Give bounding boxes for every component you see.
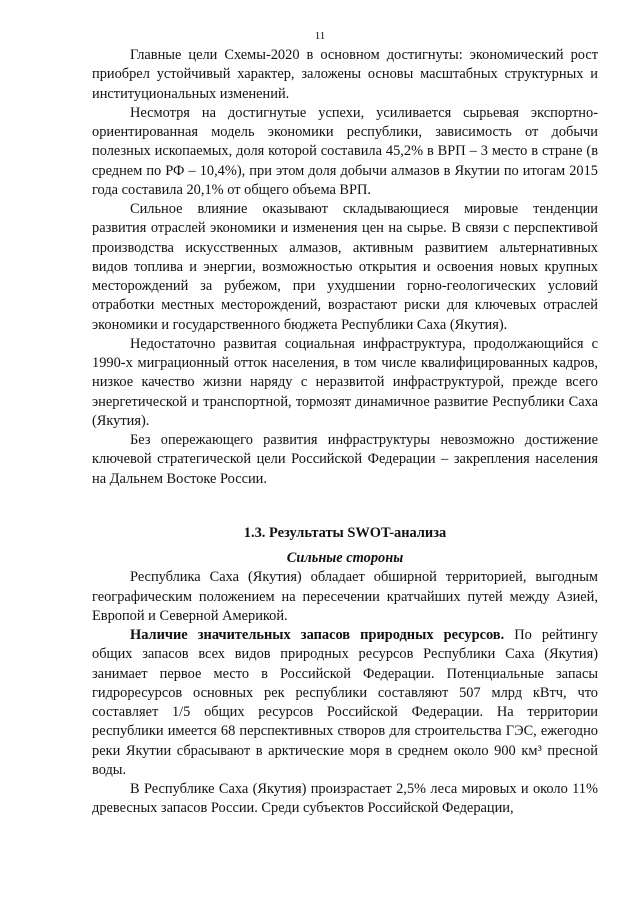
- paragraph-natural-resources: [92, 626, 598, 780]
- paragraph-goals: Главные цели Схемы-2020 в основном достигнуты: экономический рост приобрел устойчивый характер, заложены основы масштабных структурных и институциональных изменений.: [92, 47, 598, 102]
- paragraph-world-trends: Сильное влияние оказывают складывающиеся мировые тенденции развития отраслей экономики и изменения цен на сырье. В связи с перспективой производства искусственных алмазов, активным развитием альтернативных видов топлива и энергии, возможностью открытия и освоения новых крупных месторождений за рубежом, при ухудшении горно-геологических условий отработки местных месторождений, возрастают риски для ключевых отраслей экономики и государственного бюджета Республики Саха (Якутия).: [92, 201, 598, 333]
- paragraph-territory: Республика Саха (Якутия) обладает обширной территорией, выгодным географическим положением на пересечении кратчайших путей между Азией, Европой и Северной Америкой.: [92, 569, 598, 624]
- paragraph-forest: В Республике Саха (Якутия) произрастает 2,5% леса мировых и около 11% древесных запасов России. Среди субъектов Российской Федерации,: [92, 781, 598, 817]
- section-heading: 1.3. Результаты SWOT-анализа: [243, 524, 447, 541]
- page-number: 11: [314, 30, 326, 42]
- natural-resources-lead: Наличие значительных запасов природных ресурсов.: [130, 627, 505, 643]
- paragraph-infrastructure-development: Без опережающего развития инфраструктуры невозможно достижение ключевой стратегической цели Российской Федерации – закрепления населения на Дальнем Востоке России.: [92, 432, 598, 487]
- natural-resources-text: По рейтингу общих запасов всех видов природных ресурсов Республики Саха (Якутия) занимает первое место в Российской Федерации. Потенциальные запасы гидроресурсов основных рек республики составляют 507 млрд кВтч, что составляет 1/5 общих ресурсов Российской Федерации. На территории республики имеется 68 перспективных створов для строительства ГЭС, ежегодно реки Якутии сбрасывают в арктические моря в среднем около 900 км³ пресной воды.: [92, 627, 598, 778]
- paragraph-raw-materials: Несмотря на достигнутые успехи, усиливается сырьевая экспортно-ориентированная модель экономики республики, зависимость от добычи полезных ископаемых, доля которой составила 45,2% в ВРП – 3 место в стране (в среднем по РФ – 10,4%), при этом доля добычи алмазов в Якутии по итогам 2015 года составила 20,1% от общего объема ВРП.: [92, 104, 598, 198]
- section-subheading: Сильные стороны: [286, 550, 404, 566]
- paragraph-social-infrastructure: Недостаточно развитая социальная инфраструктура, продолжающийся с 1990-х миграционный отток населения, в том числе квалифицированных кадров, низкое качество жизни наряду с неразвитой инфраструктурой, прежде всего энергетической и транспортной, тормозят динамичное развитие Республики Саха (Якутия).: [92, 335, 598, 429]
- page-content: [92, 46, 598, 819]
